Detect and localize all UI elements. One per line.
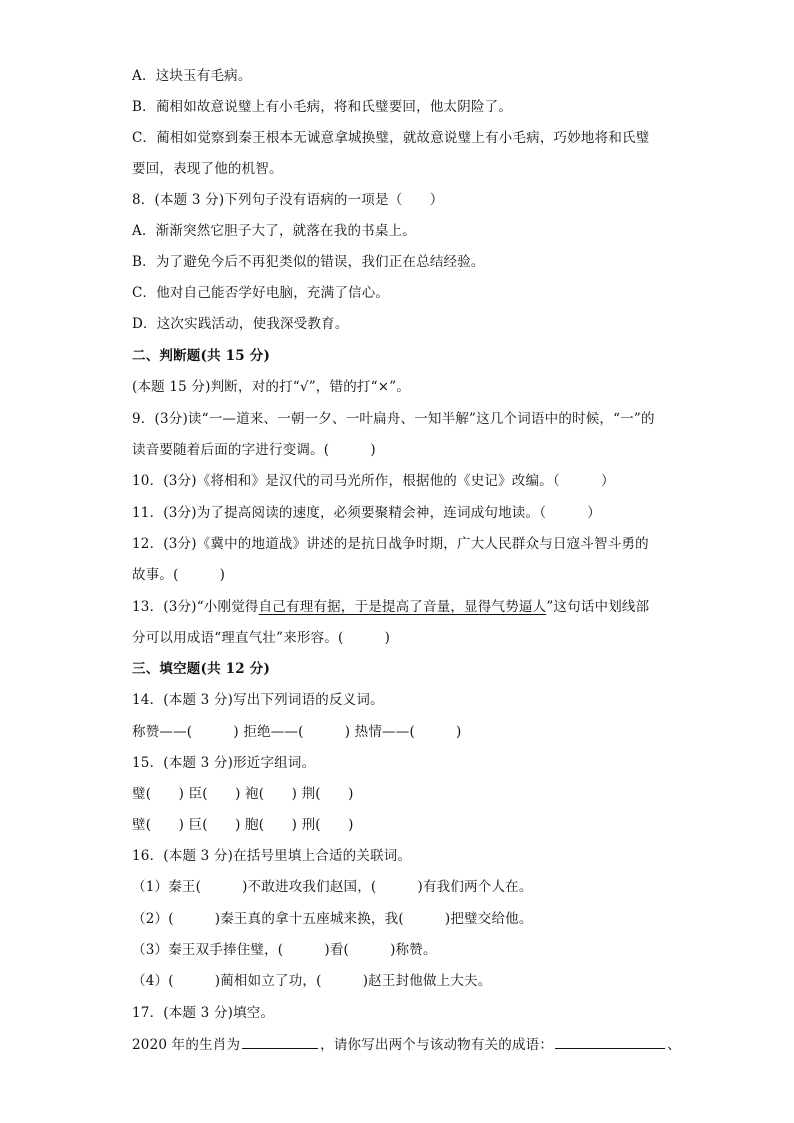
- question-17: 17．(本题 3 分)填空。: [132, 1005, 275, 1021]
- question-16: 16．(本题 3 分)在括号里填上合适的关联词。: [132, 848, 412, 864]
- question-17-prompt: [132, 1034, 681, 1055]
- option-7c-cont: 要回，表现了他的机智。: [132, 161, 283, 177]
- question-12-cont: 故事。( ): [132, 567, 226, 583]
- option-8c: C．他对自己能否学好电脑，充满了信心。: [132, 285, 390, 301]
- question-13-cont: 分可以用成语“理直气壮”来形容。( ): [132, 630, 391, 646]
- option-8a: A．渐渐突然它胆子大了，就落在我的书桌上。: [132, 223, 416, 239]
- judgement-instruction: (本题 15 分)判断，对的打“√”，错的打“×”。: [132, 379, 411, 395]
- idiom-blank-1: [555, 1034, 665, 1049]
- question-17-text-b: ，请你写出两个与该动物有关的成语：: [320, 1037, 554, 1053]
- question-13: [132, 597, 649, 617]
- question-13-end: ”这句话中划线部: [546, 599, 650, 615]
- section-fill-heading: 三、填空题(共 12 分): [132, 661, 271, 677]
- question-16-item2: （2）( )秦王真的拿十五座城来换，我( )把璧交给他。: [132, 911, 533, 927]
- question-10: 10．(3分)《将相和》是汉代的司马光所作，根据他的《史记》改编。（ ）: [132, 473, 615, 489]
- option-7a: A．这块玉有毛病。: [132, 68, 252, 84]
- option-8b: B．为了避免今后不再犯类似的错误，我们正在总结经验。: [132, 254, 485, 270]
- question-8: 8．(本题 3 分)下列句子没有语病的一项是（ ）: [132, 192, 444, 208]
- question-13-start: 13．(3分)“小刚觉得: [132, 599, 259, 615]
- question-16-item3: （3）秦王双手捧住璧，( )看( )称赞。: [132, 942, 437, 958]
- question-17-text-a: 2020 年的生肖为: [132, 1037, 241, 1053]
- question-12: 12．(3分)《冀中的地道战》讲述的是抗日战争时期，广大人民群众与日寇斗智斗勇的: [132, 536, 649, 552]
- option-7c: C．蔺相如觉察到秦王根本无诚意拿城换璧，就故意说璧上有小毛病，巧妙地将和氏璧: [132, 130, 650, 146]
- option-8d: D．这次实践活动，使我深受教育。: [132, 316, 349, 332]
- question-14-blanks: 称赞——( ) 拒绝——( ) 热情——( ): [132, 724, 462, 740]
- question-11: 11．(3分)为了提高阅读的速度，必须要聚精会神，连词成句地读。（ ）: [132, 505, 601, 521]
- question-14: 14．(本题 3 分)写出下列词语的反义词。: [132, 692, 384, 708]
- question-15-row1: 璧( ) 臣( ) 袍( ) 荆( ): [132, 786, 354, 802]
- question-13-underlined: 自己有理有据，于是提高了音量，显得气势逼人: [258, 599, 547, 615]
- question-16-item4: （4）( )蔺相如立了功，( )赵王封他做上大夫。: [132, 973, 492, 989]
- section-judgement-heading: 二、判断题(共 15 分): [132, 348, 271, 364]
- question-9: 9．(3分)读“一—道来、一朝一夕、一叶扁舟、一知半解”这几个词语中的时候，“一”的: [132, 411, 655, 427]
- zodiac-blank: [242, 1034, 318, 1049]
- question-9-cont: 读音要随着后面的字进行变调。( ): [132, 442, 376, 458]
- question-15: 15．(本题 3 分)形近字组词。: [132, 755, 316, 771]
- question-16-item1: （1）秦王( )不敢进攻我们赵国，( )有我们两个人在。: [132, 879, 533, 895]
- option-7b: B．蔺相如故意说璧上有小毛病，将和氏璧要回，他太阴险了。: [132, 99, 513, 115]
- question-17-text-c: 、: [667, 1037, 681, 1053]
- question-15-row2: 壁( ) 巨( ) 胞( ) 刑( ): [132, 817, 354, 833]
